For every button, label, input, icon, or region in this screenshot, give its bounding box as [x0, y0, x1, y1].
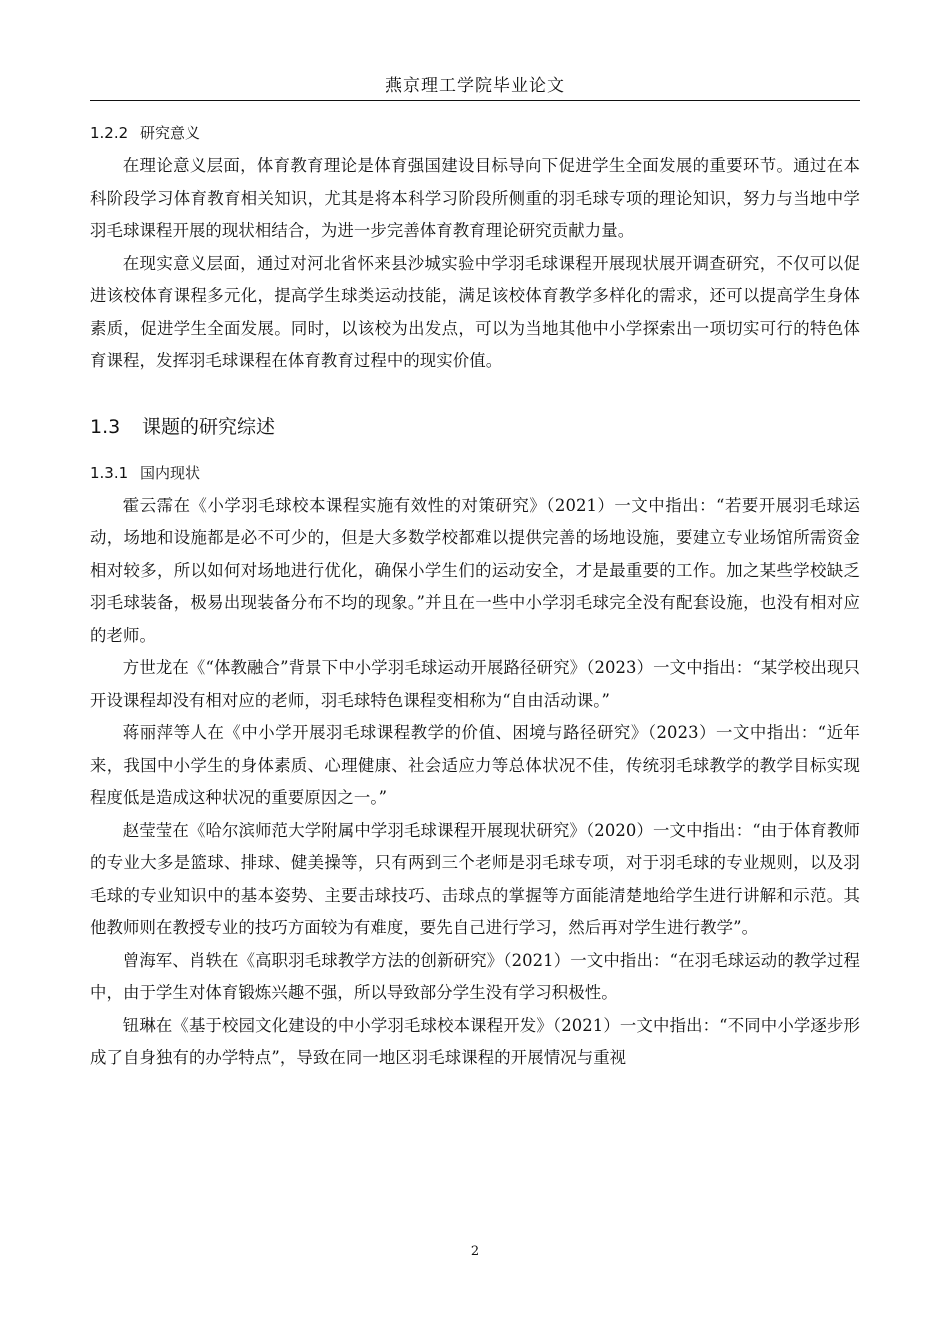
paragraph: 方世龙在《“体教融合”背景下中小学羽毛球运动开展路径研究》（2023）一文中指出：“某学校出现只开设课程却没有相对应的老师，羽毛球特色课程变相称为“自由活动课。” [90, 658, 860, 710]
page-header: 燕京理工学院毕业论文 [385, 76, 565, 96]
paragraph: 霍云霈在《小学羽毛球校本课程实施有效性的对策研究》（2021）一文中指出：“若要开展羽毛球运动，场地和设施都是必不可少的，但是大多数学校都难以提供完善的场地设施，要建立专业场馆所需资金相对较多，所以如何对场地进行优化，确保小学生们的运动安全，才是最重要的工作。加之某些学校缺乏羽毛球装备，极易出现装备分布不均的现象。”并且在一些中小学羽毛球完全没有配套设施，也没有相对应的老师。 [90, 495, 860, 645]
section-heading-1-2-2 [90, 118, 860, 148]
paragraph: 赵莹莹在《哈尔滨师范大学附属中学羽毛球课程开展现状研究》（2020）一文中指出：“由于体育教师的专业大多是篮球、排球、健美操等，只有两到三个老师是羽毛球专项，对于羽毛球的专业规则，以及羽毛球的专业知识中的基本姿势、主要击球技巧、击球点的掌握等方面能清楚地给学生进行讲解和示范。其他教师则在教授专业的技巧方面较为有难度，要先自己进行学习，然后再对学生进行教学”。 [90, 820, 860, 937]
section-number: 1.3 [90, 415, 121, 438]
section-title: 国内现状 [140, 463, 201, 482]
paragraph: 钮琳在《基于校园文化建设的中小学羽毛球校本课程开发》（2021）一文中指出：“不同中小学逐步形成了自身独有的办学特点”，导致在同一地区羽毛球课程的开展情况与重视 [90, 1015, 860, 1067]
section-title: 研究意义 [140, 124, 201, 142]
paragraph: 在现实意义层面，通过对河北省怀来县沙城实验中学羽毛球课程开展现状展开调查研究，不仅可以促进该校体育课程多元化，提高学生球类运动技能，满足该校体育教学多样化的需求，还可以提高学生身体素质，促进学生全面发展。同时，以该校为出发点，可以为当地其他中小学探索出一项切实可行的特色体育课程，发挥羽毛球课程在体育教育过程中的现实价值。 [90, 253, 860, 370]
section-title: 课题的研究综述 [142, 415, 276, 438]
paragraph: 蒋丽萍等人在《中小学开展羽毛球课程教学的价值、困境与路径研究》（2023）一文中指出：“近年来，我国中小学生的身体素质、心理健康、社会适应力等总体状况不佳，传统羽毛球教学的教学目标实现程度低是造成这种状况的重要原因之一。” [90, 723, 860, 807]
section-number: 1.2.2 [90, 124, 129, 142]
page-number: 2 [470, 1244, 480, 1259]
paragraph: 在理论意义层面，体育教育理论是体育强国建设目标导向下促进学生全面发展的重要环节。通过在本科阶段学习体育教育相关知识，尤其是将本科学习阶段所侧重的羽毛球专项的理论知识，努力与当地中学羽毛球课程开展的现状相结合，为进一步完善体育教育理论研究贡献力量。 [90, 156, 860, 240]
page-body [90, 118, 860, 1075]
paragraph: 曾海军、肖轶在《高职羽毛球教学方法的创新研究》（2021）一文中指出：“在羽毛球运动的教学过程中，由于学生对体育锻炼兴趣不强，所以导致部分学生没有学习积极性。 [90, 950, 860, 1002]
section-heading-1-3 [90, 412, 860, 442]
header-divider [90, 100, 860, 101]
section-heading-1-3-1 [90, 458, 860, 488]
section-number: 1.3.1 [90, 463, 129, 482]
document-page [90, 0, 860, 1344]
